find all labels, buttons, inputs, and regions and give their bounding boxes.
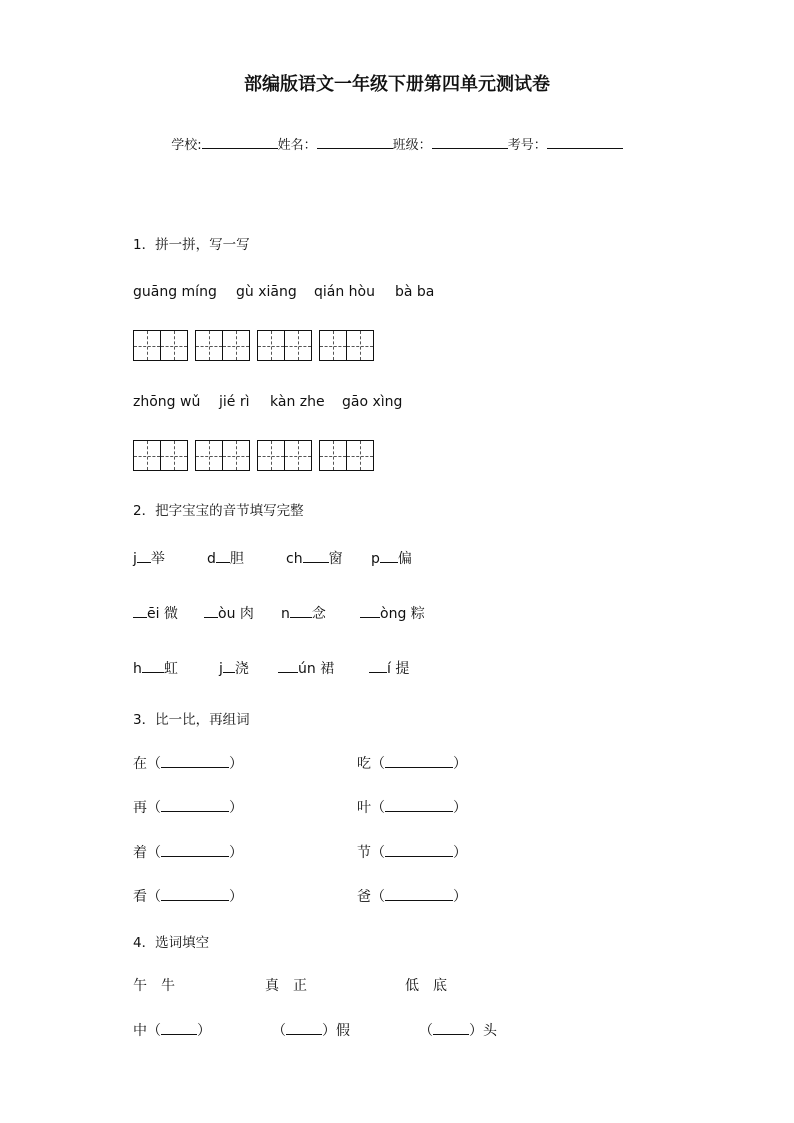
answer-blank[interactable] bbox=[290, 604, 312, 618]
answer-blank[interactable] bbox=[286, 1022, 322, 1035]
word-group-item: 爸（ ） bbox=[357, 889, 467, 905]
character-pair: 午 牛 bbox=[133, 978, 175, 994]
answer-blank[interactable] bbox=[216, 549, 230, 563]
word-group-item: 看（ ） bbox=[133, 889, 243, 905]
writing-box[interactable] bbox=[257, 440, 312, 471]
writing-box[interactable] bbox=[319, 440, 374, 471]
writing-grid-row-2 bbox=[133, 440, 374, 471]
syllable-item: j 浇 bbox=[219, 661, 249, 677]
question-4-heading: 4．选词填空 bbox=[133, 935, 210, 951]
answer-blank[interactable] bbox=[161, 844, 229, 857]
syllable-item: d 胆 bbox=[207, 551, 244, 567]
answer-blank[interactable] bbox=[161, 799, 229, 812]
word-group-item: 节（ ） bbox=[357, 845, 467, 861]
pinyin-item: jié rì bbox=[219, 394, 250, 410]
fill-item: （ ）头 bbox=[419, 1023, 497, 1039]
answer-blank[interactable] bbox=[278, 659, 298, 673]
student-info-line bbox=[163, 119, 623, 153]
answer-blank[interactable] bbox=[303, 549, 329, 563]
syllable-item: n 念 bbox=[281, 606, 326, 622]
syllable-item: j 举 bbox=[133, 551, 165, 567]
exam-no-label: 考号： bbox=[507, 138, 547, 153]
word-group-item: 叶（ ） bbox=[357, 800, 467, 816]
writing-box[interactable] bbox=[195, 440, 250, 471]
writing-box[interactable] bbox=[319, 330, 374, 361]
word-group-item: 吃（ ） bbox=[357, 756, 467, 772]
pinyin-item: kàn zhe bbox=[270, 394, 325, 410]
question-2-heading: 2．把字宝宝的音节填写完整 bbox=[133, 503, 304, 519]
class-label: 班级： bbox=[392, 138, 432, 153]
answer-blank[interactable] bbox=[133, 604, 147, 618]
question-1-heading: 1．拼一拼，写一写 bbox=[133, 237, 250, 253]
writing-box[interactable] bbox=[133, 330, 188, 361]
character-pair: 真 正 bbox=[265, 978, 307, 994]
character-pair: 低 底 bbox=[405, 978, 447, 994]
fill-item: 中（ ） bbox=[133, 1023, 211, 1039]
class-field[interactable] bbox=[432, 135, 508, 149]
exam-no-field[interactable] bbox=[547, 135, 623, 149]
syllable-item: ún 裙 bbox=[278, 658, 334, 678]
pinyin-item: gù xiāng bbox=[236, 284, 297, 300]
answer-blank[interactable] bbox=[433, 1022, 469, 1035]
syllable-item: p 偏 bbox=[371, 551, 412, 567]
answer-blank[interactable] bbox=[204, 604, 218, 618]
answer-blank[interactable] bbox=[223, 659, 235, 673]
syllable-item: òng 粽 bbox=[360, 603, 425, 623]
answer-blank[interactable] bbox=[142, 659, 164, 673]
question-3-heading: 3．比一比，再组词 bbox=[133, 712, 250, 728]
answer-blank[interactable] bbox=[380, 549, 398, 563]
page-title: 部编版语文一年级下册第四单元测试卷 bbox=[244, 74, 550, 95]
writing-box[interactable] bbox=[195, 330, 250, 361]
pinyin-item: bà ba bbox=[395, 284, 435, 300]
syllable-item: ch 窗 bbox=[286, 551, 343, 567]
answer-blank[interactable] bbox=[161, 888, 229, 901]
answer-blank[interactable] bbox=[385, 844, 453, 857]
syllable-item: h 虹 bbox=[133, 661, 178, 677]
pinyin-item: zhōng wǔ bbox=[133, 394, 201, 410]
word-group-item: 再（ ） bbox=[133, 800, 243, 816]
answer-blank[interactable] bbox=[385, 755, 453, 768]
pinyin-item: gāo xìng bbox=[342, 394, 403, 410]
writing-box[interactable] bbox=[133, 440, 188, 471]
answer-blank[interactable] bbox=[385, 799, 453, 812]
answer-blank[interactable] bbox=[369, 659, 387, 673]
word-group-item: 在（ ） bbox=[133, 756, 243, 772]
answer-blank[interactable] bbox=[360, 604, 380, 618]
name-label: 姓名： bbox=[277, 138, 317, 153]
school-label: 学校: bbox=[171, 138, 202, 153]
fill-item: （ ）假 bbox=[272, 1023, 350, 1039]
name-field[interactable] bbox=[317, 135, 393, 149]
syllable-item: ēi 微 bbox=[133, 603, 178, 623]
writing-box[interactable] bbox=[257, 330, 312, 361]
syllable-item: òu 肉 bbox=[204, 603, 254, 623]
school-field[interactable] bbox=[202, 135, 278, 149]
syllable-item: í 提 bbox=[369, 658, 409, 678]
answer-blank[interactable] bbox=[161, 1022, 197, 1035]
pinyin-item: qián hòu bbox=[314, 284, 375, 300]
answer-blank[interactable] bbox=[137, 549, 151, 563]
answer-blank[interactable] bbox=[161, 755, 229, 768]
word-group-item: 着（ ） bbox=[133, 845, 243, 861]
answer-blank[interactable] bbox=[385, 888, 453, 901]
pinyin-item: guāng míng bbox=[133, 284, 217, 300]
writing-grid-row-1 bbox=[133, 330, 374, 361]
